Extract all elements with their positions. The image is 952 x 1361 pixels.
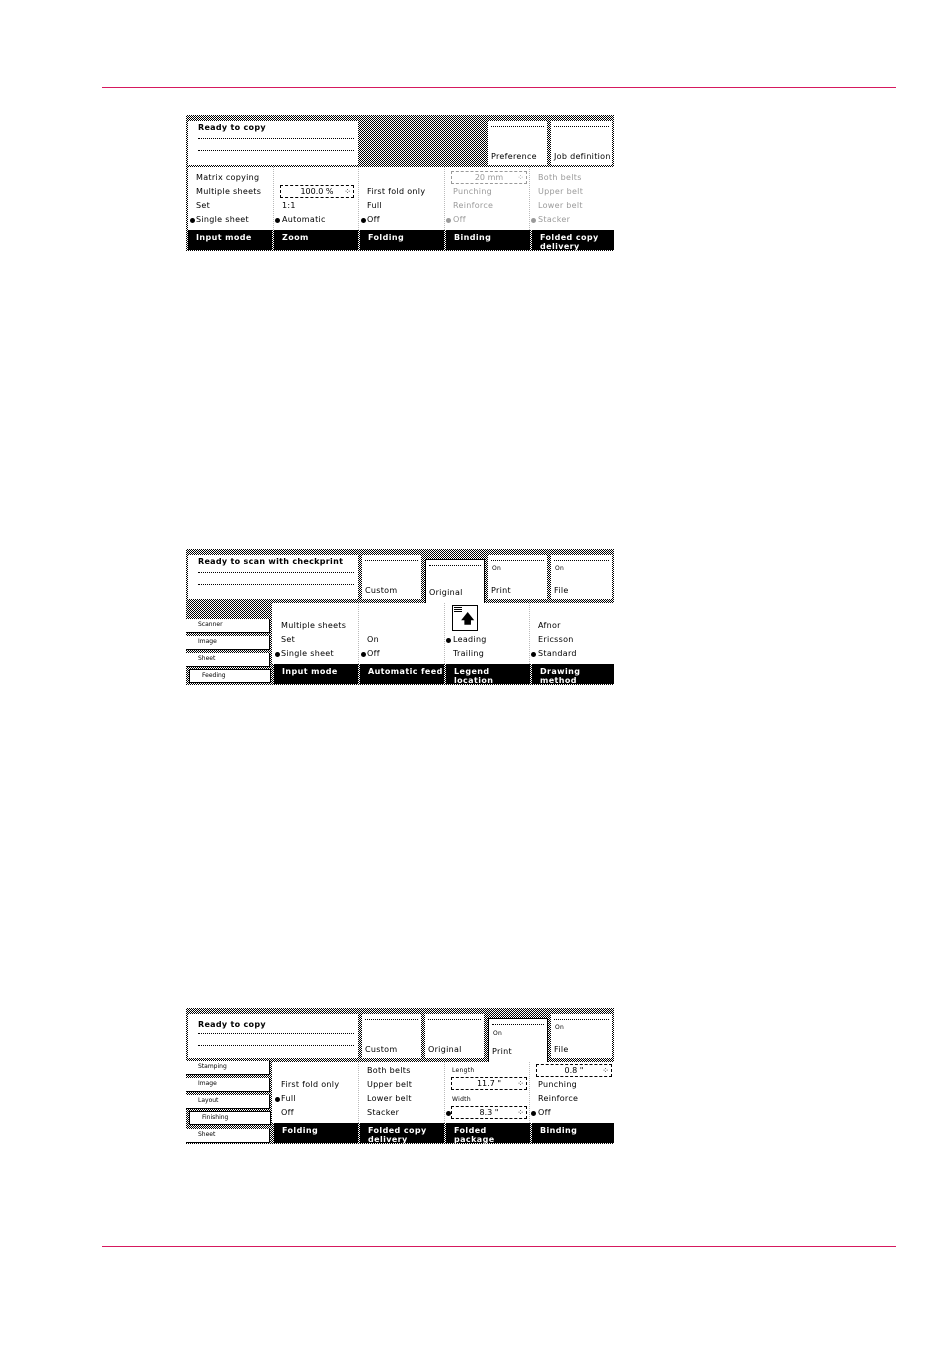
- original-button[interactable]: Original: [425, 559, 485, 603]
- tab-folded-copy-delivery: Folded copy delivery: [532, 230, 614, 250]
- binding-field: 20 mm ⁘: [451, 171, 527, 184]
- option-single-sheet[interactable]: Single sheet: [196, 215, 249, 224]
- custom-button[interactable]: Custom: [362, 555, 421, 599]
- print-button[interactable]: On Print: [488, 555, 547, 599]
- side-tab-feeding[interactable]: Feeding: [189, 669, 271, 683]
- status-title: Ready to copy: [198, 123, 266, 132]
- tab-binding[interactable]: Binding: [532, 1123, 614, 1143]
- option-punching: Punching: [453, 187, 493, 196]
- side-tab-finishing[interactable]: Finishing: [189, 1111, 271, 1125]
- side-tab-layout[interactable]: Layout: [186, 1095, 270, 1109]
- radio-bullet-icon: [531, 652, 536, 657]
- option-matrix-copying[interactable]: Matrix copying: [196, 173, 260, 182]
- spin-arrows-icon[interactable]: ⁘: [344, 187, 351, 196]
- preference-button[interactable]: Preference: [488, 121, 547, 165]
- spin-arrows-icon[interactable]: ⁘: [517, 1108, 524, 1117]
- tab-binding: Binding: [446, 230, 530, 250]
- radio-bullet-icon: [275, 1097, 280, 1102]
- length-field[interactable]: 11.7 " ⁘: [451, 1077, 527, 1090]
- option-afnor[interactable]: Afnor: [538, 621, 561, 630]
- original-button[interactable]: Original: [425, 1014, 484, 1058]
- up-arrow-icon: 🡅: [461, 612, 475, 627]
- footer-rule: [102, 1246, 896, 1247]
- tab-zoom[interactable]: Zoom: [274, 230, 358, 250]
- option-set[interactable]: Set: [281, 635, 296, 644]
- option-1-1[interactable]: 1:1: [282, 201, 296, 210]
- tab-folded-package[interactable]: Folded package: [446, 1123, 530, 1143]
- file-button[interactable]: On File: [551, 1014, 612, 1058]
- custom-button[interactable]: Custom: [362, 1014, 421, 1058]
- option-full[interactable]: Full: [367, 201, 382, 210]
- radio-bullet-icon: [361, 652, 366, 657]
- option-lower-belt[interactable]: Lower belt: [367, 1094, 412, 1103]
- option-first-fold-only[interactable]: First fold only: [281, 1080, 340, 1089]
- option-multiple-sheets[interactable]: Multiple sheets: [281, 621, 347, 630]
- option-first-fold-only[interactable]: First fold only: [367, 187, 426, 196]
- side-tab-sheet[interactable]: Sheet: [186, 1129, 270, 1143]
- legend-preview: [452, 605, 478, 631]
- tab-folded-copy-delivery[interactable]: Folded copy delivery: [360, 1123, 444, 1143]
- tab-input-mode[interactable]: Input mode: [188, 230, 272, 250]
- side-tab-stamping[interactable]: Stamping: [186, 1061, 270, 1075]
- option-automatic[interactable]: Automatic: [282, 215, 326, 224]
- option-reinforce: Reinforce: [453, 201, 494, 210]
- radio-bullet-icon: [275, 652, 280, 657]
- option-leading[interactable]: Leading: [453, 635, 487, 644]
- spin-arrows-icon[interactable]: ⁘: [602, 1066, 609, 1075]
- tab-legend-location[interactable]: Legend location: [446, 664, 530, 684]
- tab-automatic-feed[interactable]: Automatic feed: [360, 664, 444, 684]
- spin-arrows-icon: ⁘: [517, 173, 524, 182]
- tab-folding[interactable]: Folding: [360, 230, 444, 250]
- option-set[interactable]: Set: [196, 201, 211, 210]
- option-stacker: Stacker: [538, 215, 571, 224]
- tab-drawing-method[interactable]: Drawing method: [532, 664, 614, 684]
- radio-bullet-icon: [531, 1111, 536, 1116]
- option-upper-belt: Upper belt: [538, 187, 584, 196]
- tab-input-mode[interactable]: Input mode: [274, 664, 358, 684]
- width-field[interactable]: 8.3 " ⁘: [451, 1106, 527, 1119]
- option-off[interactable]: Off: [367, 215, 380, 224]
- option-upper-belt[interactable]: Upper belt: [367, 1080, 413, 1089]
- file-button[interactable]: On File: [551, 555, 612, 599]
- option-off[interactable]: Off: [538, 1108, 551, 1117]
- side-tab-sheet[interactable]: Sheet: [186, 653, 270, 667]
- print-button[interactable]: On Print: [488, 1018, 548, 1062]
- status-title: Ready to scan with checkprint: [198, 557, 344, 566]
- side-tab-image[interactable]: Image: [186, 636, 270, 650]
- side-tab-scanner[interactable]: Scanner: [186, 619, 270, 633]
- width-label: Width: [452, 1096, 471, 1103]
- zoom-field[interactable]: 100.0 % ⁘: [280, 185, 354, 198]
- status-box: [188, 1014, 358, 1058]
- radio-bullet-icon: [275, 218, 280, 223]
- radio-bullet-icon: [446, 218, 451, 223]
- option-stacker[interactable]: Stacker: [367, 1108, 400, 1117]
- tab-folding[interactable]: Folding: [274, 1123, 358, 1143]
- job-definition-button[interactable]: Job definition: [551, 121, 612, 165]
- option-off[interactable]: Off: [281, 1108, 294, 1117]
- option-lower-belt: Lower belt: [538, 201, 583, 210]
- radio-bullet-icon: [361, 218, 366, 223]
- option-trailing[interactable]: Trailing: [453, 649, 485, 658]
- spin-arrows-icon[interactable]: ⁘: [517, 1079, 524, 1088]
- option-single-sheet[interactable]: Single sheet: [281, 649, 334, 658]
- option-punching[interactable]: Punching: [538, 1080, 578, 1089]
- status-box: [188, 121, 358, 165]
- status-box: [188, 555, 358, 599]
- binding-field[interactable]: 0.8 " ⁘: [536, 1064, 612, 1077]
- option-multiple-sheets[interactable]: Multiple sheets: [196, 187, 262, 196]
- length-label: Length: [452, 1067, 475, 1074]
- status-title: Ready to copy: [198, 1020, 266, 1029]
- option-off: Off: [453, 215, 466, 224]
- panel1: [186, 115, 614, 251]
- option-ericsson[interactable]: Ericsson: [538, 635, 574, 644]
- option-reinforce[interactable]: Reinforce: [538, 1094, 579, 1103]
- option-off[interactable]: Off: [367, 649, 380, 658]
- radio-bullet-icon: [531, 218, 536, 223]
- option-both-belts[interactable]: Both belts: [367, 1066, 411, 1075]
- option-both-belts: Both belts: [538, 173, 582, 182]
- option-standard[interactable]: Standard: [538, 649, 577, 658]
- option-on[interactable]: On: [367, 635, 379, 644]
- side-tab-image[interactable]: Image: [186, 1078, 270, 1092]
- option-full[interactable]: Full: [281, 1094, 296, 1103]
- header-rule: [102, 87, 896, 88]
- radio-bullet-icon: [190, 218, 195, 223]
- radio-bullet-icon: [446, 638, 451, 643]
